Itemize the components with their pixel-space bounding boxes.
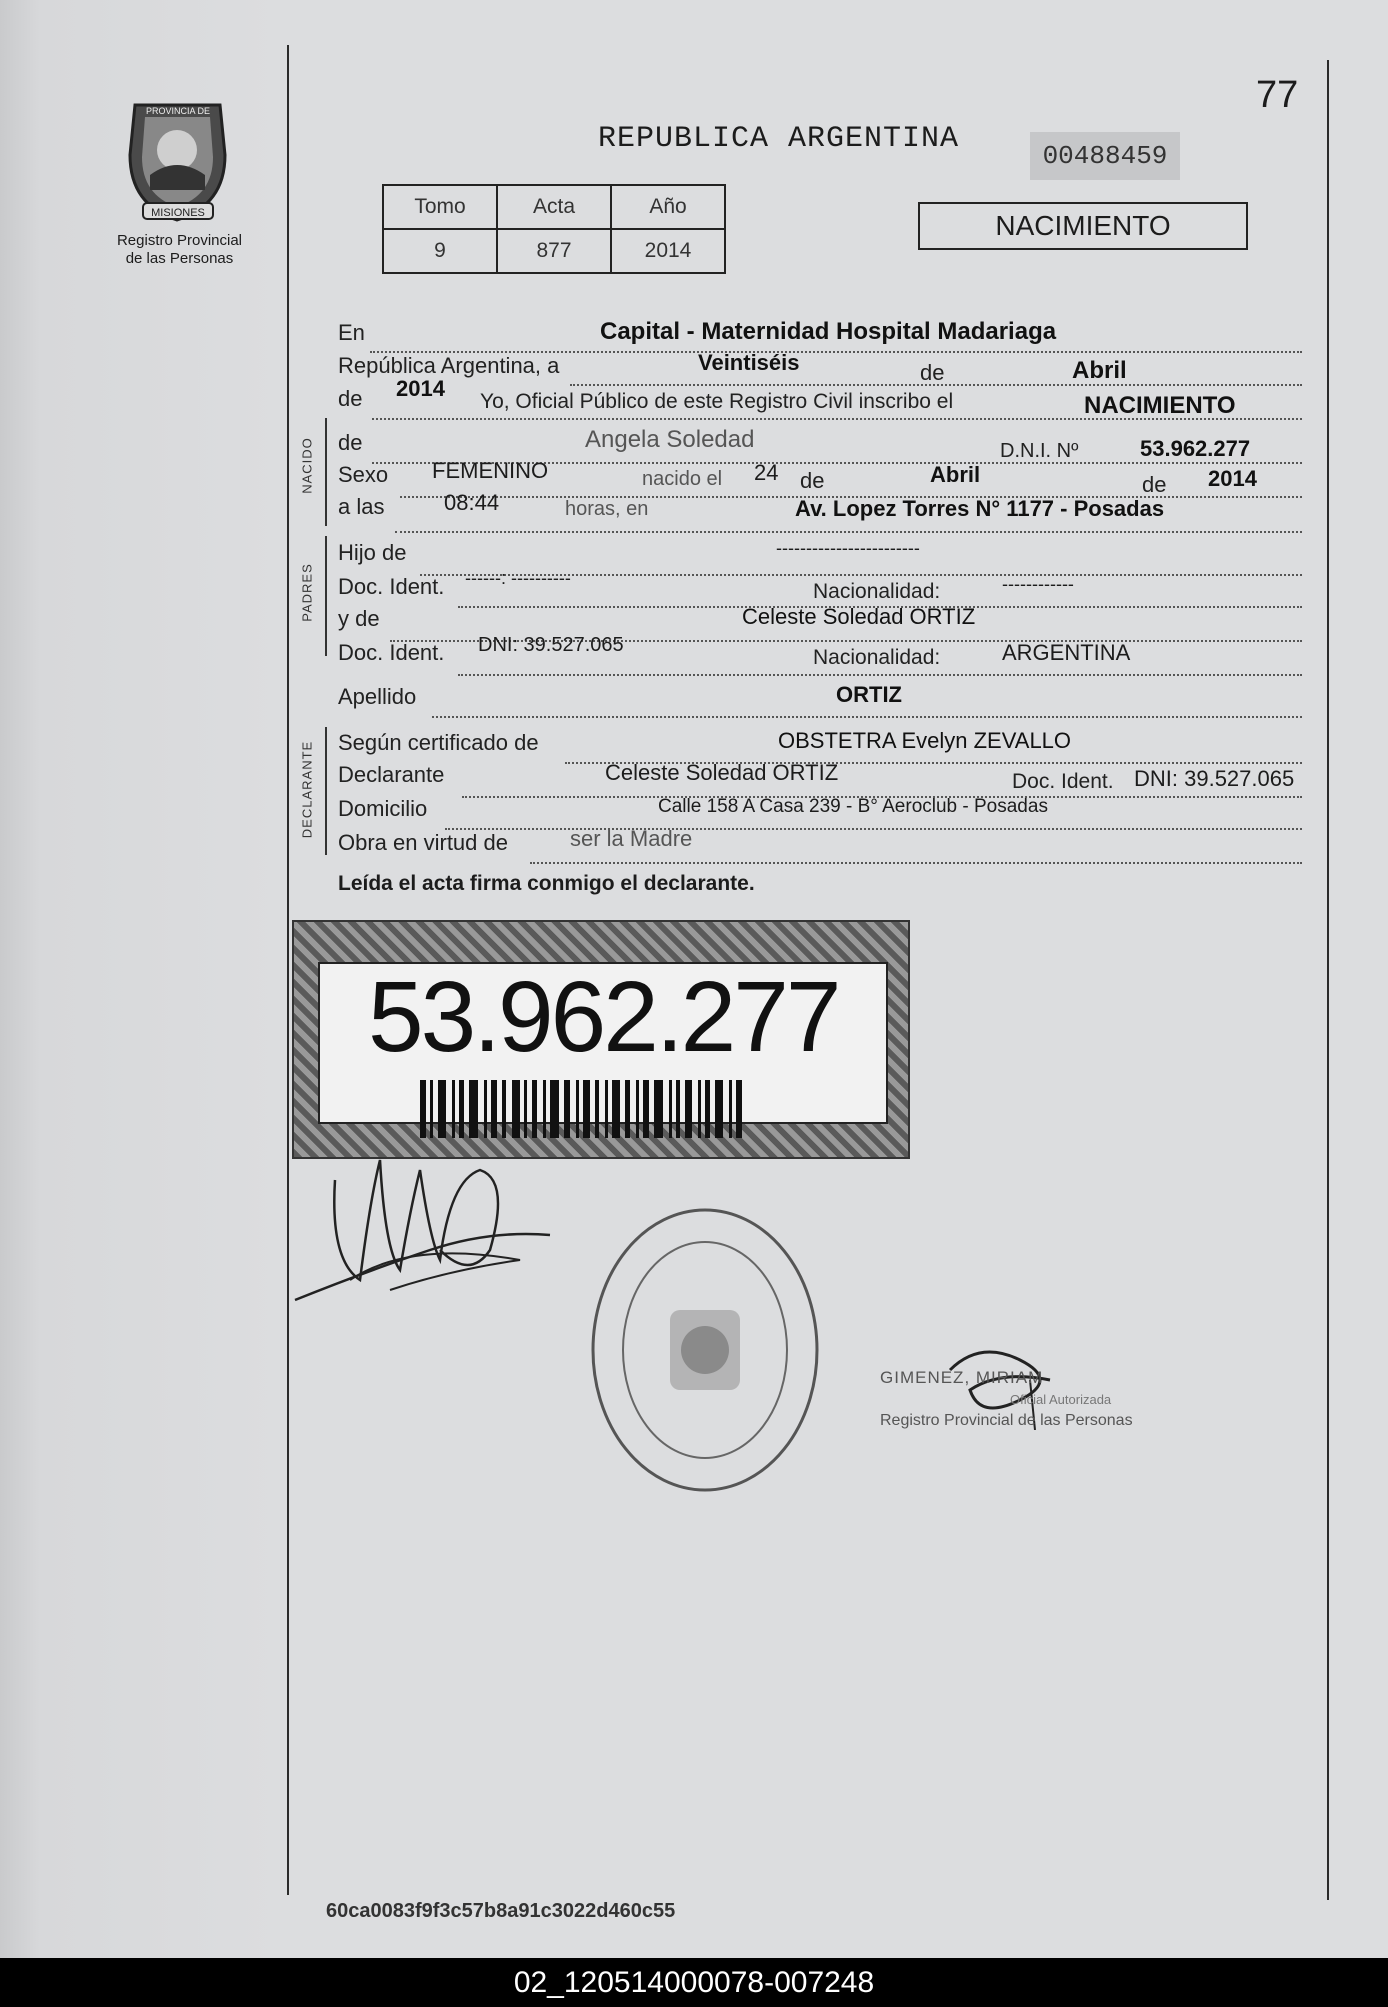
value-dni: 53.962.277 bbox=[1140, 436, 1251, 461]
declarante-bracket bbox=[325, 727, 327, 855]
value-domicilio: Calle 158 A Casa 239 - B° Aeroclub - Posadas bbox=[658, 796, 1048, 817]
label-apellido: Apellido bbox=[338, 684, 417, 709]
value-obra: ser la Madre bbox=[570, 826, 693, 851]
label-sexo: Sexo bbox=[338, 462, 389, 487]
barcode-bar bbox=[502, 1080, 506, 1138]
padres-bracket bbox=[325, 536, 327, 656]
value-day: Veintiséis bbox=[698, 350, 800, 375]
barcode-bar bbox=[420, 1080, 426, 1138]
official-title: Oficial Autorizada bbox=[1010, 1392, 1112, 1407]
barcode-bar bbox=[583, 1080, 590, 1138]
barcode-bar bbox=[698, 1080, 701, 1138]
barcode-bar bbox=[532, 1080, 537, 1138]
label-domicilio: Domicilio bbox=[338, 796, 428, 821]
label-alas: a las bbox=[338, 494, 385, 519]
label-de-name: de bbox=[338, 430, 363, 455]
label-y-de: y de bbox=[338, 606, 380, 631]
value-birth-day: 24 bbox=[754, 460, 779, 485]
barcode-bar bbox=[564, 1080, 570, 1138]
barcode-bar bbox=[605, 1080, 608, 1138]
value-month: Abril bbox=[1072, 357, 1127, 384]
label-hijo-de: Hijo de bbox=[338, 540, 407, 565]
serial-number: 00488459 bbox=[1030, 132, 1180, 180]
value-declarante: Celeste Soledad ORTIZ bbox=[605, 760, 839, 785]
table-header-acta: Acta bbox=[497, 185, 611, 229]
value-father-doc: ------: ---------- bbox=[465, 568, 571, 588]
label-declarante: Declarante bbox=[338, 762, 445, 787]
barcode-bar bbox=[484, 1080, 487, 1138]
official-registry: Registro Provincial de las Personas bbox=[880, 1412, 1133, 1429]
label-de-month: de bbox=[920, 360, 945, 385]
label-nacido-el: nacido el bbox=[642, 468, 723, 490]
act-type-box: NACIMIENTO bbox=[918, 202, 1248, 250]
barcode-bar bbox=[736, 1080, 742, 1138]
value-birth-month: Abril bbox=[930, 462, 981, 487]
nacido-bracket bbox=[325, 418, 327, 526]
dni-sticker bbox=[292, 920, 910, 1159]
label-father-nat: Nacionalidad: bbox=[813, 580, 941, 603]
declarante-section-label: DECLARANTE bbox=[299, 740, 315, 839]
table-value-acta: 877 bbox=[497, 229, 611, 273]
declarant-signature bbox=[290, 1140, 560, 1320]
table-value-anio: 2014 bbox=[611, 229, 725, 273]
record-table-header bbox=[383, 185, 725, 229]
table-header-tomo: Tomo bbox=[383, 185, 497, 229]
barcode-bar bbox=[459, 1080, 464, 1138]
record-table-values bbox=[383, 229, 725, 273]
barcode-bar bbox=[595, 1080, 599, 1138]
nacido-section-label: NACIDO bbox=[299, 437, 315, 494]
value-father-nat: ------------ bbox=[1002, 574, 1074, 594]
barcode-bar bbox=[685, 1080, 692, 1138]
label-certificate: Según certificado de bbox=[338, 730, 539, 755]
value-time: 08:44 bbox=[444, 490, 500, 515]
value-mother-nat: ARGENTINA bbox=[1002, 640, 1131, 665]
footer-id: 02_120514000078-007248 bbox=[0, 1958, 1388, 2007]
record-table bbox=[382, 184, 726, 274]
label-dni: D.N.I. Nº bbox=[1000, 440, 1079, 462]
official-name: GIMENEZ, MIRIAM bbox=[880, 1368, 1044, 1387]
barcode-bar bbox=[491, 1080, 497, 1138]
label-de-birth-year: de bbox=[1142, 472, 1167, 497]
svg-text:PROVINCIA DE: PROVINCIA DE bbox=[145, 106, 211, 116]
label-father-doc: Doc. Ident. bbox=[338, 574, 445, 599]
label-de-birth-month: de bbox=[800, 468, 825, 493]
table-header-anio: Año bbox=[611, 185, 725, 229]
document-hash: 60ca0083f9f3c57b8a91c3022d460c55 bbox=[326, 1900, 676, 1922]
page-number: 77 bbox=[1256, 74, 1299, 116]
barcode-bar bbox=[654, 1080, 663, 1138]
province-logo bbox=[115, 95, 240, 225]
label-declarante-doc: Doc. Ident. bbox=[1012, 770, 1114, 793]
value-apellido: ORTIZ bbox=[836, 682, 902, 707]
value-place: Capital - Maternidad Hospital Madariaga bbox=[600, 318, 1057, 345]
label-de-year: de bbox=[338, 386, 363, 411]
barcode-bar bbox=[612, 1080, 620, 1138]
official-signature-block bbox=[880, 1340, 1180, 1450]
barcode-bar bbox=[524, 1080, 527, 1138]
value-sexo: FEMENINO bbox=[432, 458, 549, 483]
document-title: REPUBLICA ARGENTINA bbox=[598, 122, 960, 156]
value-birth-year: 2014 bbox=[1208, 466, 1257, 491]
barcode-bar bbox=[543, 1080, 546, 1138]
barcode-bar bbox=[512, 1080, 520, 1138]
barcode-bar bbox=[438, 1080, 446, 1138]
label-republica: República Argentina, a bbox=[338, 353, 560, 378]
padres-section-label: PADRES bbox=[299, 563, 315, 622]
label-en: En bbox=[338, 320, 365, 345]
registry-name-line1: Registro Provincial bbox=[116, 232, 243, 249]
value-mother-doc: DNI: 39.527.065 bbox=[478, 634, 624, 656]
value-birth-address: Av. Lopez Torres N° 1177 - Posadas bbox=[795, 496, 1165, 521]
value-mother: Celeste Soledad ORTIZ bbox=[742, 604, 976, 629]
barcode-bar bbox=[669, 1080, 672, 1138]
value-year: 2014 bbox=[396, 376, 445, 401]
official-seal bbox=[580, 1200, 830, 1500]
left-margin-line bbox=[287, 45, 289, 1895]
barcode-bar bbox=[715, 1080, 723, 1138]
value-declarante-doc: DNI: 39.527.065 bbox=[1134, 766, 1295, 791]
oficial-text: Yo, Oficial Público de este Registro Civil inscribo el bbox=[480, 390, 954, 413]
label-mother-nat: Nacionalidad: bbox=[813, 646, 941, 669]
barcode-bar bbox=[430, 1080, 433, 1138]
svg-text:MISIONES: MISIONES bbox=[151, 207, 205, 219]
value-father: ------------------------ bbox=[776, 538, 920, 558]
right-margin-line bbox=[1327, 60, 1329, 1900]
barcode-bar bbox=[643, 1080, 649, 1138]
barcode-bar bbox=[729, 1080, 732, 1138]
barcode-bar bbox=[625, 1080, 630, 1138]
label-horas: horas, en bbox=[565, 498, 649, 520]
barcode-bar bbox=[705, 1080, 710, 1138]
barcode-bar bbox=[576, 1080, 579, 1138]
barcode-bar bbox=[452, 1080, 455, 1138]
label-obra: Obra en virtud de bbox=[338, 830, 508, 855]
value-child-name: Angela Soledad bbox=[585, 426, 755, 453]
barcode-bar bbox=[676, 1080, 680, 1138]
registry-name-line2: de las Personas bbox=[125, 250, 234, 267]
dni-sticker-panel bbox=[318, 962, 888, 1124]
table-value-tomo: 9 bbox=[383, 229, 497, 273]
value-certificate: OBSTETRA Evelyn ZEVALLO bbox=[778, 728, 1072, 753]
barcode-bar bbox=[469, 1080, 478, 1138]
barcode-bar bbox=[636, 1080, 639, 1138]
dni-sticker-number: 53.962.277 bbox=[368, 961, 839, 1073]
value-act-word: NACIMIENTO bbox=[1084, 392, 1236, 419]
closing-sentence: Leída el acta firma conmigo el declarante. bbox=[338, 872, 755, 895]
label-mother-doc: Doc. Ident. bbox=[338, 640, 445, 665]
registry-name bbox=[92, 232, 267, 268]
barcode-bar bbox=[550, 1080, 559, 1138]
